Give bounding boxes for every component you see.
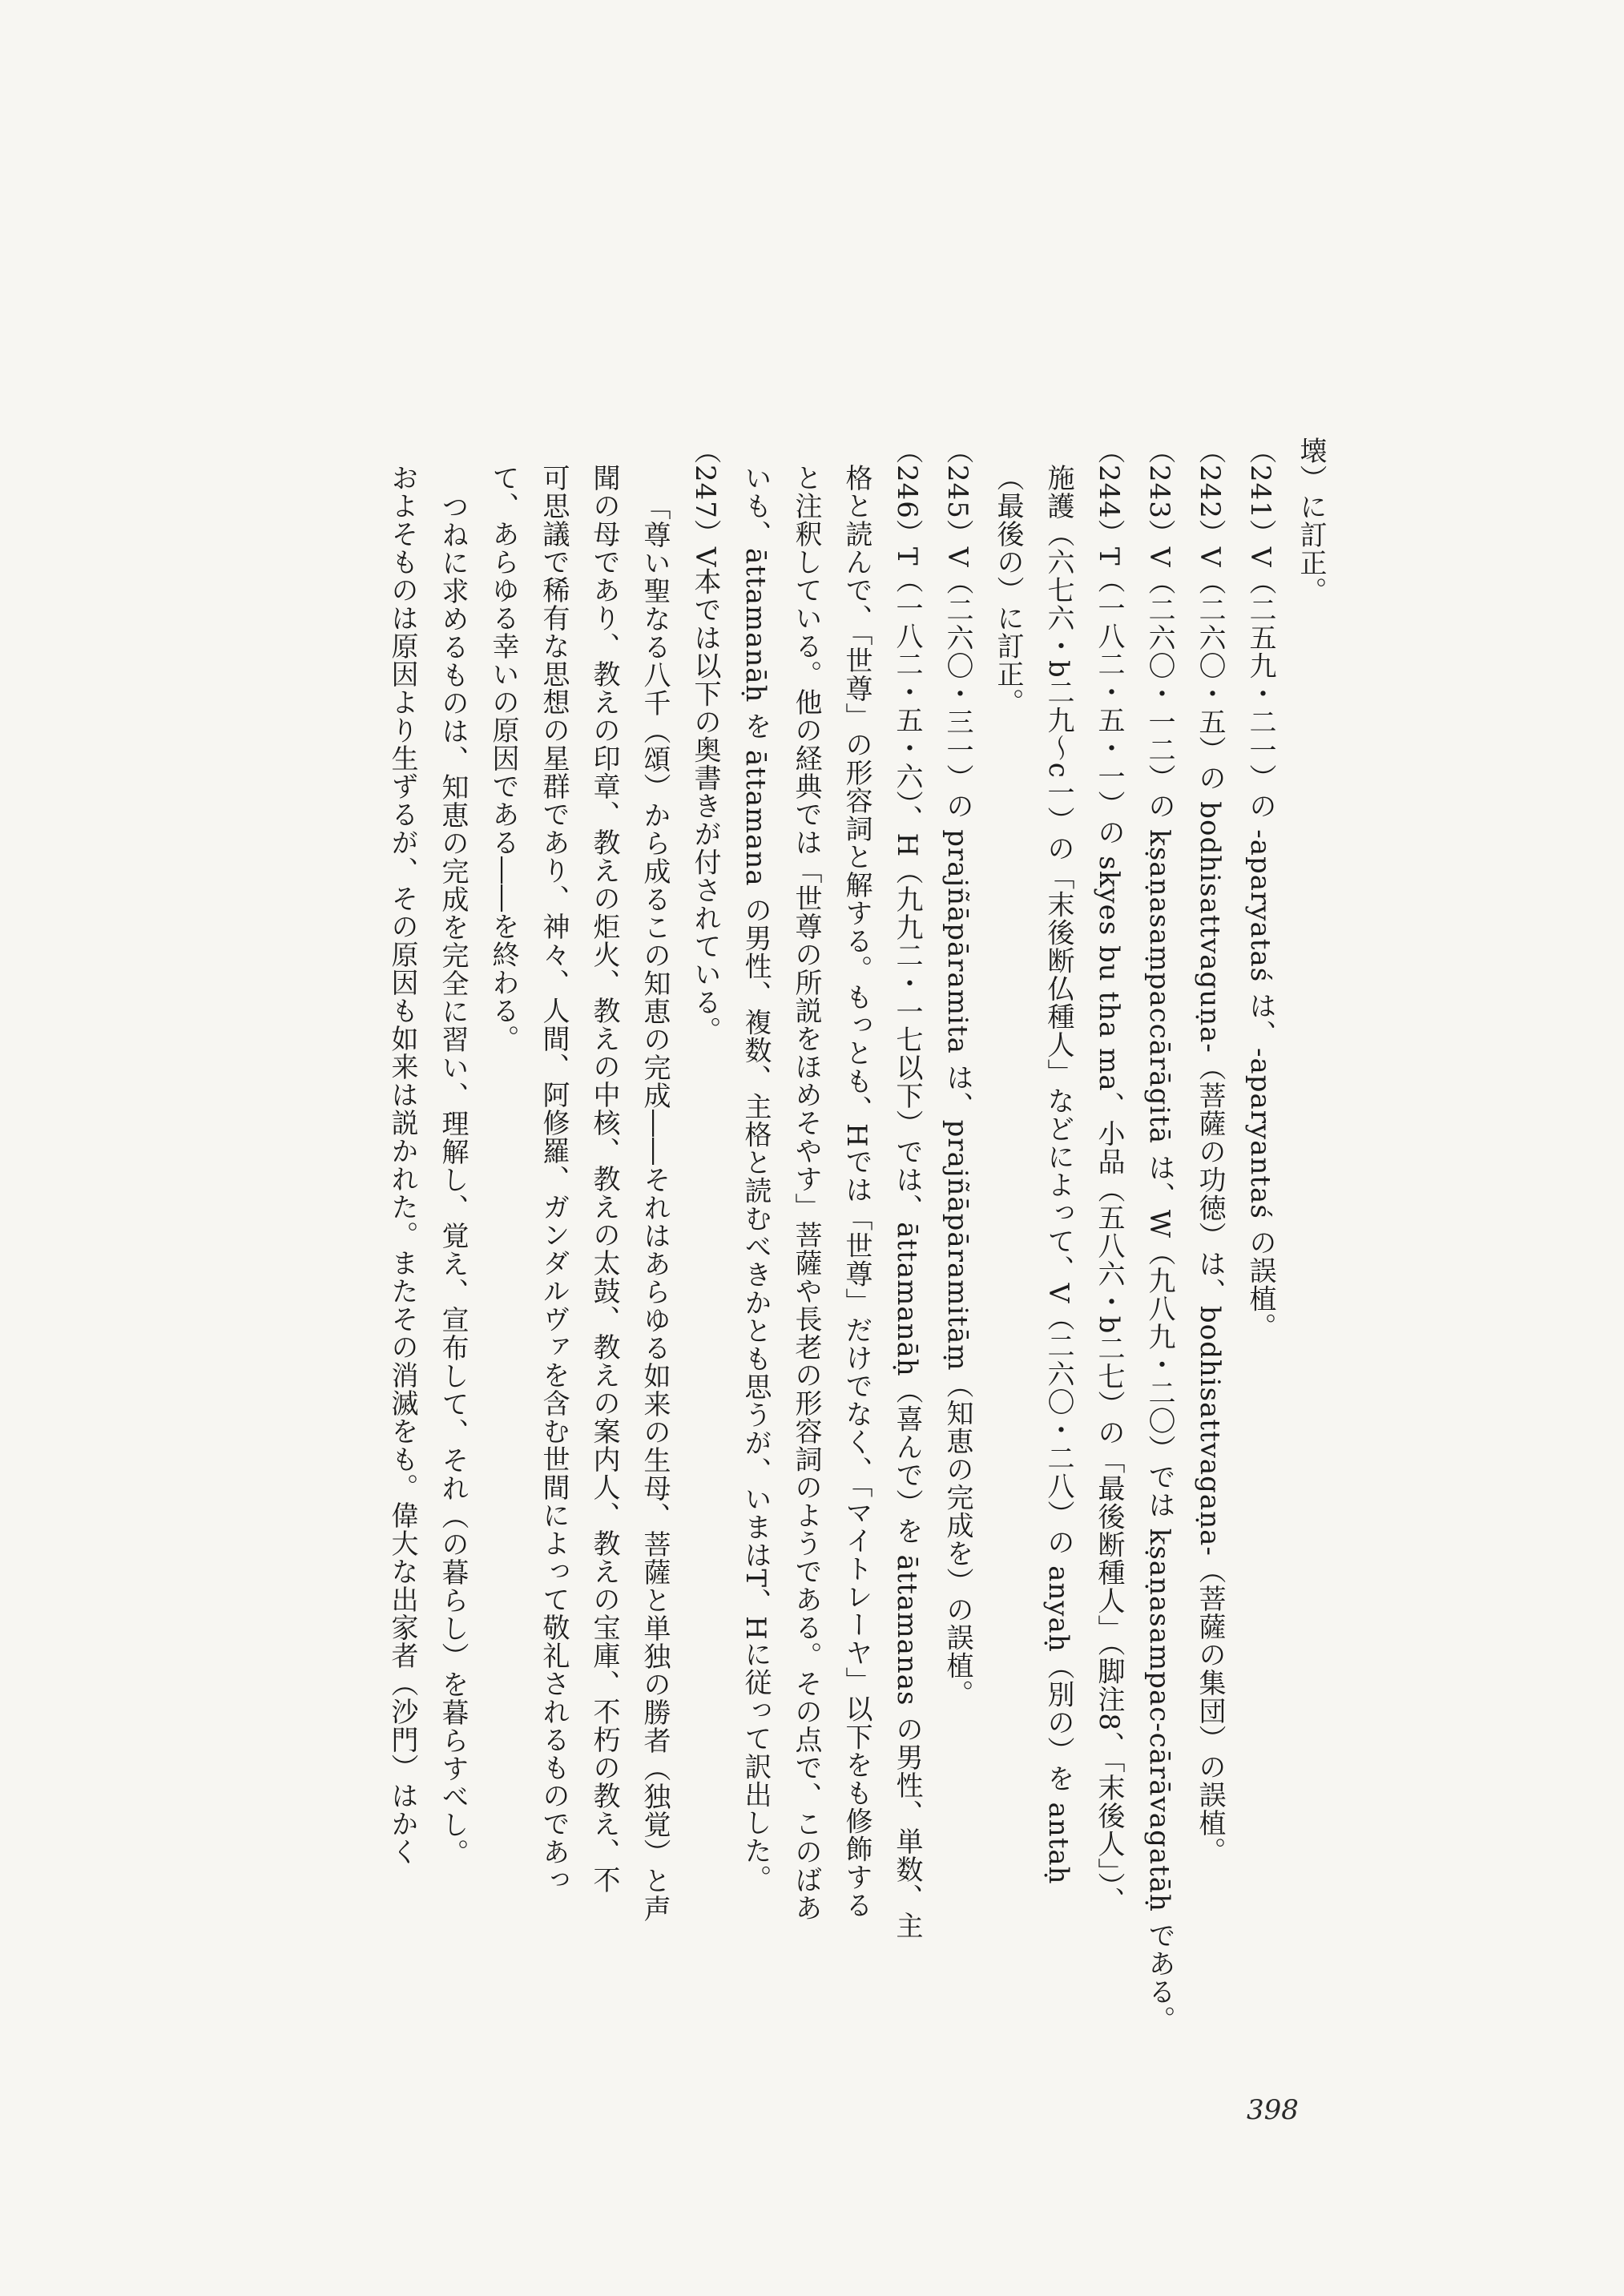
text-line: つねに求めるものは、知恵の完成を完全に習い、理解し、覚え、宣布して、それ（の暮らし）を暮らすべし。 — [437, 493, 469, 1867]
note-line: （242）V（二六〇・五）の bodhisattvaguṇa-（菩薩の功徳）は、bodhisattvagaṇa-（菩薩の集団）の誤植。 — [1194, 437, 1226, 1865]
text-line: （最後の）に訂正。 — [992, 464, 1024, 716]
page-number: 398 — [1247, 2094, 1299, 2126]
text-line: 壊）に訂正。 — [1295, 437, 1327, 605]
text-line: 可思議で稀有な思想の星群であり、神々、人間、阿修羅、ガンダルヴァを含む世間によって敬礼されるものであっ — [538, 464, 570, 1894]
note-line: （241）V（二五九・二一）の -aparyataś は、-aparyantaś の誤植。 — [1244, 437, 1276, 1341]
note-line: （245）V（二六〇・三一）の prajñāpāramita は、prajñāpāramitāṃ（知恵の完成を）の誤植。 — [941, 437, 973, 1708]
text-line: およそものは原因より生ずるが、その原因も如来は説かれた。またその消滅をも。偉大な出家者（沙門）はかく — [386, 464, 418, 1866]
page-text — [377, 437, 1336, 2047]
note-line: （246）T（一八二・五・六）、H（九九二・一七以下）では、āttamanāḥ（喜んで）を āttamanas の男性、単数、主 — [891, 437, 923, 1940]
text-line: いも、āttamanāḥ を āttamana の男性、複数、主格と読むべきかとも思うが、いまはT、Hに従って訳出した。 — [739, 464, 772, 1893]
note-line: （244）T（一八二・五・一）の skyes bu tha ma、小品（五八六・b二七）の「最後断種人」（脚注8、「末後人」）、 — [1093, 437, 1125, 1915]
text-line: と注釈している。他の経典では「世尊の所説をほめそやす」菩薩や長老の形容詞のようである。その点で、このばあ — [790, 464, 822, 1922]
text-line: 施護（六七六・b二九～c一）の「末後断仏種人」などによって、V（二六〇・二八）の anyaḥ（別の）を antaḥ — [1042, 464, 1074, 1885]
text-line: 「尊い聖なる八千（頌）から成るこの知恵の完成――それはあらゆる如来の生母、菩薩と単独の勝者（独覚）と声 — [639, 493, 671, 1923]
text-line: 聞の母であり、教えの印章、教えの炬火、教えの中核、教えの太鼓、教えの案内人、教えの宝庫、不朽の教え、不 — [588, 464, 620, 1894]
note-line: （247）V本では以下の奥書きが付されている。 — [689, 437, 721, 1045]
note-line: （243）V（二六〇・一二）の kṣaṇasaṃpaccārāgitā は、W（九八九・二〇）では kṣaṇasampac-cārāvagatāḥ である。 — [1143, 437, 1175, 2034]
text-line: て、あらゆる幸いの原因である――を終わる。 — [487, 464, 519, 1053]
text-line: 格と読んで、「世尊」の形容詞と解する。もっとも、Hでは「世尊」だけでなく、「マイトレーヤ」以下をも修飾する — [840, 464, 872, 1919]
